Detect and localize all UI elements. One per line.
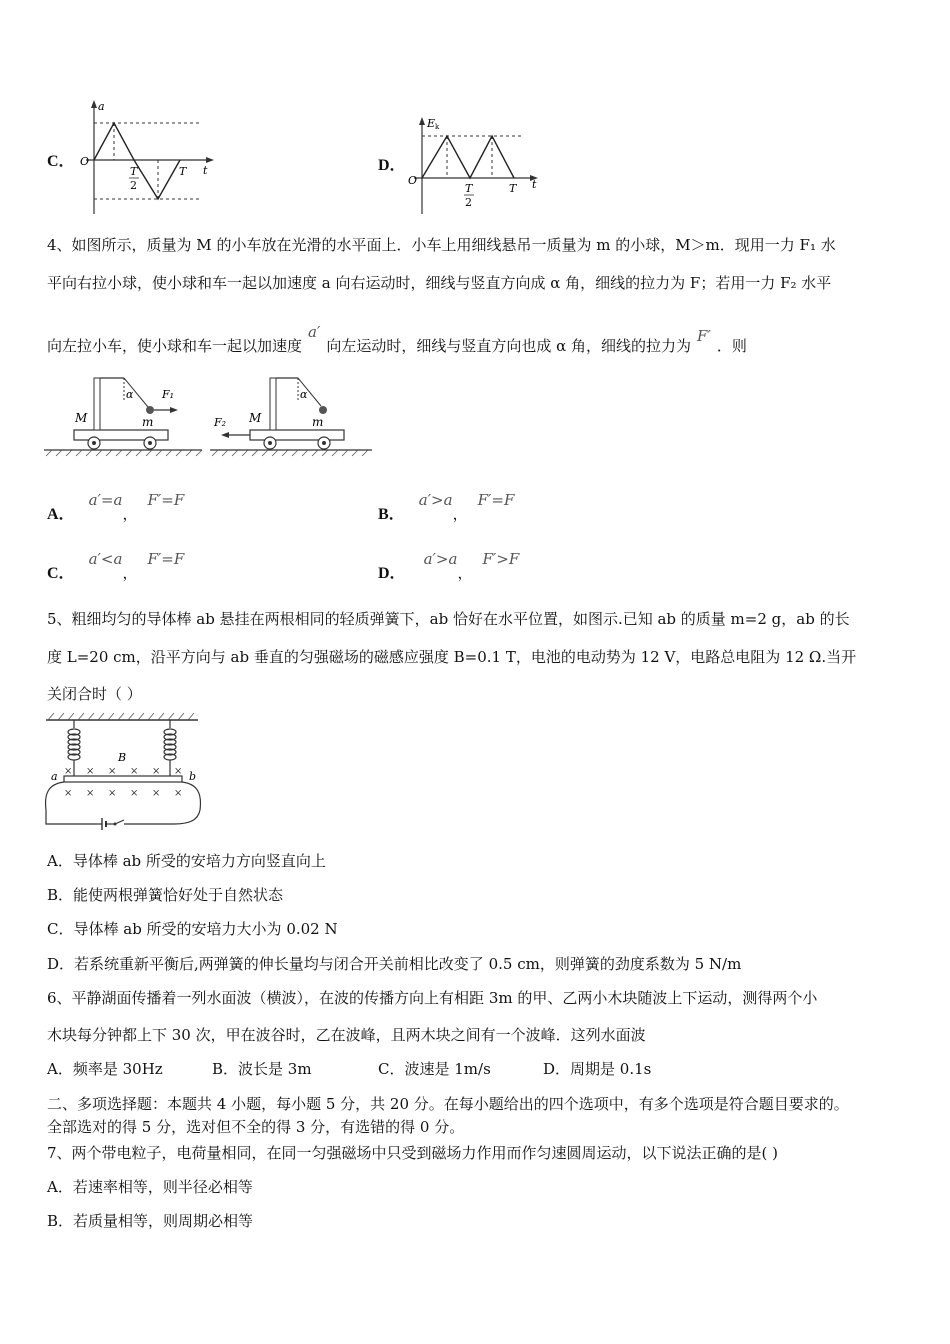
- q4-ground-hatch-right: [212, 450, 368, 456]
- q5-option-c: C．导体棒 ab 所受的安培力大小为 0.02 N: [47, 920, 338, 938]
- q4-symbol-a-prime: a′: [308, 323, 321, 341]
- q4-option-a-sep: ，: [122, 505, 138, 523]
- q4-cart2-body: [250, 430, 344, 440]
- q4-cart1-m: m: [142, 415, 154, 429]
- q5-field-cross: ×: [152, 766, 161, 777]
- q5-field-cross: ×: [64, 766, 73, 777]
- q4-line1: 4、如图所示，质量为 M 的小车放在光滑的水平面上．小车上用细线悬吊一质量为 m 的小球，M＞m．现用一力 F₁ 水: [47, 236, 836, 254]
- graph-d-y-label: E: [427, 117, 436, 130]
- q4-cart1-ball: [146, 406, 154, 414]
- q4-option-d-expr1: a′>a: [423, 550, 458, 568]
- q5-switch: [115, 820, 124, 824]
- q4-line3-part3: ．则: [716, 337, 747, 355]
- q5-field-cross: ×: [86, 788, 95, 799]
- q4-option-a-expr1: a′=a: [88, 491, 123, 509]
- graph-c-y-arrow: [91, 100, 97, 108]
- q4-option-b-expr1: a′>a: [418, 491, 453, 509]
- graph-d-y-arrow: [419, 117, 425, 125]
- graph-c-period: T: [179, 165, 187, 178]
- graph-c-curve: [94, 123, 180, 199]
- q6-option-a: A．频率是 30Hz: [47, 1060, 163, 1078]
- q4-line2: 平向右拉小球，使小球和车一起以加速度 a 向右运动时，细线与竖直方向成 α 角，细线的拉力为 F；若用一力 F₂ 水平: [47, 274, 832, 292]
- q7-option-a: A．若速率相等，则半径必相等: [47, 1178, 253, 1196]
- graph-c-half-num: T: [130, 165, 138, 178]
- q5-field-cross: ×: [108, 788, 117, 799]
- q5-field-cross: ×: [108, 766, 117, 777]
- graph-d-curve: [422, 136, 514, 178]
- q4-ground-hatch-left: [46, 450, 202, 456]
- q4-figure: [44, 370, 374, 458]
- q5-figure: [44, 710, 204, 832]
- q5-option-d: D．若系统重新平衡后,两弹簧的伸长量均与闭合开关前相比改变了 0.5 cm，则弹簧的劲度系数为 5 N/m: [47, 955, 742, 973]
- q5-label-b: b: [189, 770, 197, 783]
- q4-option-a-expr2: F′=F: [147, 491, 185, 509]
- q4-line3-part2: 向左运动时，细线与竖直方向也成 α 角，细线的拉力为: [326, 337, 692, 355]
- q4-option-a-label: A．: [47, 506, 75, 523]
- q5-line1: 5、粗细均匀的导体棒 ab 悬挂在两根相同的轻质弹簧下，ab 恰好在水平位置，如图示.已知 ab 的质量 m=2 g，ab 的长: [47, 610, 850, 628]
- q5-field-cross: ×: [174, 766, 183, 777]
- graph-c: [76, 98, 216, 216]
- q4-cart2-alpha: α: [300, 388, 308, 401]
- q7-stem: 7、两个带电粒子，电荷量相同，在同一匀强磁场中只受到磁场力作用而作匀速圆周运动，以下说法正确的是( ): [47, 1144, 779, 1162]
- q4-cart2-m: m: [312, 415, 324, 429]
- q5-ceiling-hatch: [48, 713, 194, 720]
- q6-option-d: D．周期是 0.1s: [543, 1060, 652, 1078]
- q4-option-b-sep: ，: [452, 505, 468, 523]
- section2-line1: 二、多项选择题：本题共 4 小题，每小题 5 分，共 20 分。在每小题给出的四个选项中，有多个选项是符合题目要求的。: [47, 1095, 849, 1113]
- graph-d-origin: O: [408, 174, 418, 187]
- q4-option-c: [47, 550, 185, 584]
- q5-line3: 关闭合时（ ）: [47, 685, 142, 703]
- q4-option-c-label: C．: [47, 565, 75, 582]
- graph-c-y-label: a: [98, 100, 105, 113]
- graph-c-x-arrow: [206, 157, 214, 163]
- q4-cart2-ball: [319, 406, 327, 414]
- graph-d-y-sub: k: [435, 123, 440, 131]
- q4-option-c-expr2: F′=F: [147, 550, 185, 568]
- option-c-label: C．: [47, 153, 75, 170]
- q4-f1-label: F₁: [162, 388, 175, 401]
- q4-option-b-label: B．: [378, 506, 405, 523]
- q7-option-b: B．若质量相等，则周期必相等: [47, 1212, 254, 1230]
- graph-d-x-label: t: [532, 178, 537, 191]
- q5-field-cross: ×: [152, 788, 161, 799]
- q6-option-b: B．波长是 3m: [212, 1060, 312, 1078]
- graph-d-half-num: T: [465, 182, 473, 195]
- graph-d: [404, 114, 544, 214]
- q4-cart1-alpha: α: [126, 388, 134, 401]
- q4-cart1-post: [94, 378, 100, 430]
- q5-field-cross: ×: [130, 766, 139, 777]
- q5-label-a: a: [51, 770, 58, 783]
- option-d-label: D．: [378, 157, 406, 174]
- q5-field-cross: ×: [86, 766, 95, 777]
- q4-line3: [47, 323, 747, 356]
- q6-line1: 6、平静湖面传播着一列水面波（横波），在波的传播方向上有相距 3m 的甲、乙两小木块随波上下运动，测得两个小: [47, 989, 818, 1007]
- q5-option-a: A．导体棒 ab 所受的安培力方向竖直向上: [47, 852, 326, 870]
- q4-symbol-f-prime: F′: [697, 327, 711, 345]
- q4-option-d-label: D．: [378, 565, 406, 582]
- q4-option-d-sep: ，: [457, 564, 473, 582]
- q4-option-d: [378, 550, 520, 584]
- q4-cart1-M: M: [75, 411, 88, 425]
- q5-field-cross: ×: [174, 788, 183, 799]
- q5-label-B: B: [118, 751, 127, 764]
- graph-c-half-den: 2: [130, 179, 137, 192]
- q4-cart2-post: [270, 378, 276, 430]
- section2-line2: 全部选对的得 5 分，选对但不全的得 3 分，有选错的得 0 分。: [47, 1118, 465, 1136]
- q4-line3-part1: 向左拉小车，使小球和车一起以加速度: [47, 337, 303, 355]
- q6-line2: 木块每分钟都上下 30 次，甲在波谷时，乙在波峰，且两木块之间有一个波峰．这列水面波: [47, 1026, 646, 1044]
- q5-field-cross: ×: [64, 788, 73, 799]
- q4-option-b-expr2: F′=F: [477, 491, 515, 509]
- q4-option-a: [47, 491, 185, 525]
- q5-rod-ab: [64, 776, 182, 782]
- q5-line2: 度 L=20 cm，沿平方向与 ab 垂直的匀强磁场的磁感应强度 B=0.1 T，电池的电动势为 12 V，电路总电阻为 12 Ω.当开: [47, 648, 857, 666]
- graph-c-x-label: t: [203, 164, 208, 177]
- q5-option-b: B．能使两根弹簧恰好处于自然状态: [47, 886, 284, 904]
- q4-option-c-expr1: a′<a: [88, 550, 123, 568]
- q4-option-b: [378, 491, 515, 525]
- q5-field-cross: ×: [130, 788, 139, 799]
- graph-d-period: T: [509, 182, 517, 195]
- q4-option-c-sep: ，: [122, 564, 138, 582]
- q4-cart2-M: M: [249, 411, 262, 425]
- graph-c-origin: O: [80, 155, 90, 168]
- q4-f2-label: F₂: [214, 416, 227, 429]
- q4-option-d-expr2: F′>F: [482, 550, 520, 568]
- q6-option-c: C．波速是 1m/s: [378, 1060, 491, 1078]
- graph-d-half-den: 2: [465, 196, 472, 209]
